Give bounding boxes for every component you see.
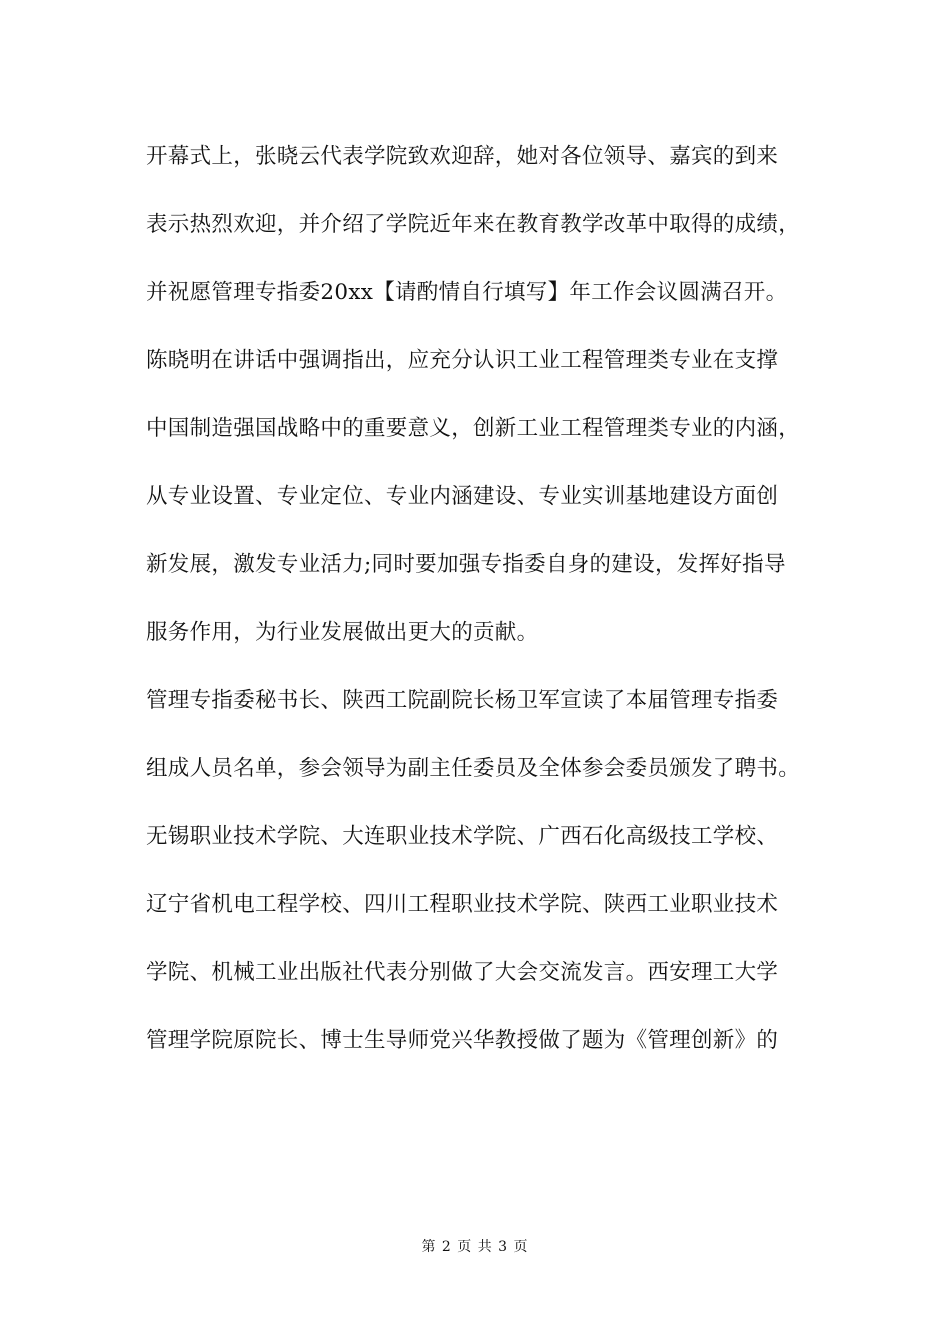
text-line: 从专业设置、专业定位、专业内涵建设、专业实训基地建设方面创 xyxy=(146,484,779,509)
text-line: 管理学院原院长、博士生导师党兴华教授做了题为《管理创新》的 xyxy=(146,1028,779,1053)
text-line: 并祝愿管理专指委20xx【请酌情自行填写】年工作会议圆满召开。 xyxy=(146,280,788,305)
body-text xyxy=(146,133,836,1085)
text-line: 服务作用，为行业发展做出更大的贡献。 xyxy=(146,620,539,645)
text-line: 开幕式上，张晓云代表学院致欢迎辞，她对各位领导、嘉宾的到来 xyxy=(146,144,779,169)
text-line: 无锡职业技术学院、大连职业技术学院、广西石化高级技工学校、 xyxy=(146,824,779,849)
text-line: 组成人员名单，参会领导为副主任委员及全体参会委员颁发了聘书。 xyxy=(146,756,801,781)
page-number: 第 2 页 共 3 页 xyxy=(421,1239,529,1255)
text-line: 辽宁省机电工程学校、四川工程职业技术学院、陕西工业职业技术 xyxy=(146,892,779,917)
text-line: 管理专指委秘书长、陕西工院副院长杨卫军宣读了本届管理专指委 xyxy=(146,688,779,713)
text-line: 中国制造强国战略中的重要意义，创新工业工程管理类专业的内涵， xyxy=(146,416,801,441)
text-line: 陈晓明在讲话中强调指出，应充分认识工业工程管理类专业在支撑 xyxy=(146,348,779,373)
text-line: 新发展，激发专业活力;同时要加强专指委自身的建设，发挥好指导 xyxy=(146,552,786,577)
text-line: 学院、机械工业出版社代表分别做了大会交流发言。西安理工大学 xyxy=(146,960,779,985)
text-line: 表示热烈欢迎，并介绍了学院近年来在教育教学改革中取得的成绩， xyxy=(146,212,801,237)
